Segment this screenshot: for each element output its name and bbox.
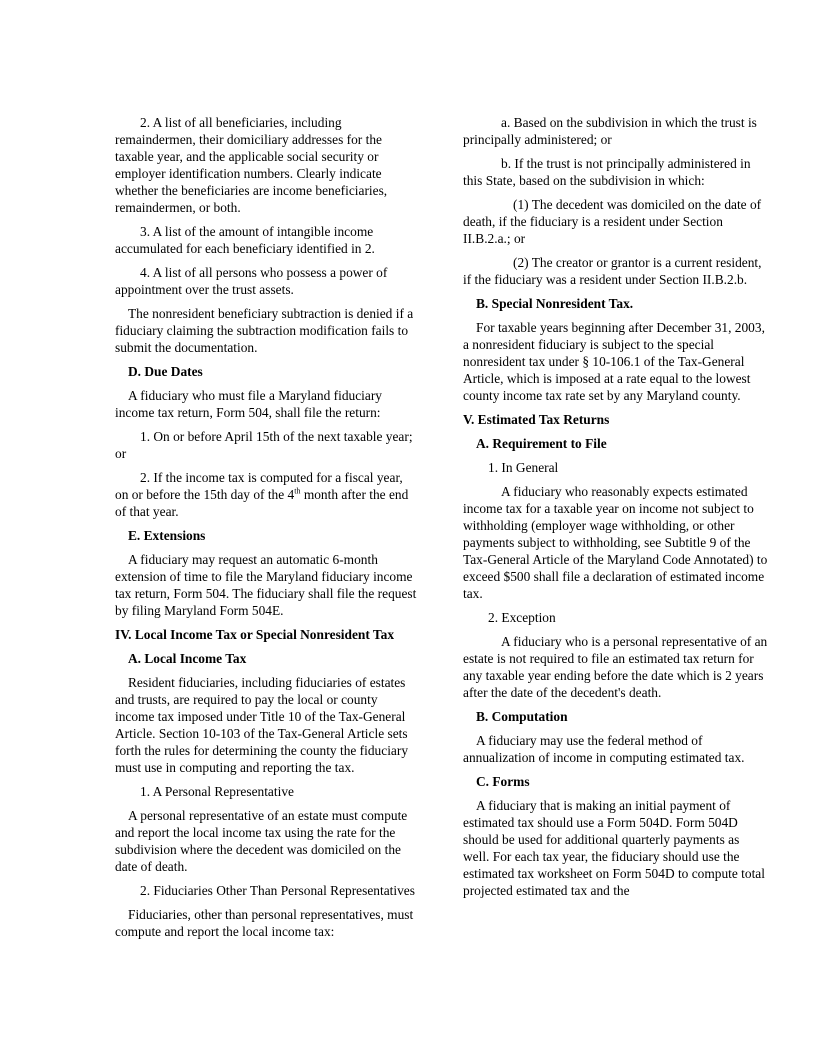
heading-special-nonresident-tax: B. Special Nonresident Tax. bbox=[476, 296, 634, 311]
list-item-not-administered: b. If the trust is not principally administered in this State, based on the subdivision in which: bbox=[463, 156, 751, 188]
heading-requirement-to-file: A. Requirement to File bbox=[476, 436, 607, 451]
list-item-due-fiscal bbox=[115, 469, 419, 520]
heading-other-fiduciaries: 2. Fiduciaries Other Than Personal Representatives bbox=[140, 883, 415, 898]
heading-in-general: 1. In General bbox=[488, 460, 559, 475]
paragraph-other-fiduciaries: Fiduciaries, other than personal representatives, must compute and report the local income tax: bbox=[115, 907, 414, 939]
list-item-power-of-appointment: 4. A list of all persons who possess a power of appointment over the trust assets. bbox=[115, 265, 388, 297]
heading-forms: C. Forms bbox=[476, 774, 530, 789]
right-column bbox=[463, 114, 769, 906]
paragraph-subtraction-denied: The nonresident beneficiary subtraction is denied if a fiduciary claiming the subtraction modification fails to submit the documentation. bbox=[115, 306, 414, 355]
left-column bbox=[115, 114, 419, 947]
due-fiscal-text: 2. If the income tax is computed for a fiscal year, on or before the 15th day of the 4 bbox=[115, 470, 403, 502]
paragraph-forms: A fiduciary that is making an initial payment of estimated tax should use a Form 504D. Form 504D should be used for additional quarterly payments as well. For each tax year, the fiduciary should use the estimated tax worksheet on Form 504D to compute total projected estimated tax and the bbox=[463, 798, 765, 898]
paragraph-special-nonresident-tax: For taxable years beginning after December 31, 2003, a nonresident fiduciary is subject to the special nonresident tax under § 10-106.1 of the Tax-General Article, which is imposed at a rate equal to the lowest county income tax rate set by any Maryland county. bbox=[463, 320, 765, 403]
list-item-intangible-income: 3. A list of the amount of intangible income accumulated for each beneficiary identified in 2. bbox=[115, 224, 375, 256]
heading-personal-representative: 1. A Personal Representative bbox=[140, 784, 294, 799]
heading-local-income-tax-section: IV. Local Income Tax or Special Nonresident Tax bbox=[115, 627, 395, 642]
list-item-due-april: 1. On or before April 15th of the next taxable year; or bbox=[115, 429, 413, 461]
heading-due-dates: D. Due Dates bbox=[128, 364, 203, 379]
paragraph-personal-representative: A personal representative of an estate must compute and report the local income tax using the rate for the subdivision where the decedent was domiciled on the date of death. bbox=[115, 808, 408, 874]
due-fiscal-text-end: month after the end of that year. bbox=[115, 487, 409, 519]
list-item-creator-resident: (2) The creator or grantor is a current resident, if the fiduciary was a resident under Section II.B.2.b. bbox=[463, 255, 762, 287]
paragraph-computation: A fiduciary may use the federal method of annualization of income in computing estimated tax. bbox=[463, 733, 745, 765]
heading-extensions: E. Extensions bbox=[128, 528, 206, 543]
superscript-th: th bbox=[294, 486, 301, 496]
paragraph-exception: A fiduciary who is a personal representative of an estate is not required to file an estimated tax return for any taxable year ending before the date which is 2 years after the date of the decedent's death. bbox=[463, 634, 768, 700]
list-item-principally-administered: a. Based on the subdivision in which the trust is principally administered; or bbox=[463, 115, 757, 147]
paragraph-resident-fiduciaries: Resident fiduciaries, including fiduciaries of estates and trusts, are required to pay the local or county income tax imposed under Title 10 of the Tax-General Article. Section 10-103 of the Tax-General Article sets forth the rules for determining the county the fiduciary must use in computing and reporting the tax. bbox=[115, 675, 409, 775]
heading-computation: B. Computation bbox=[476, 709, 568, 724]
paragraph-due-dates: A fiduciary who must file a Maryland fiduciary income tax return, Form 504, shall file the return: bbox=[115, 388, 382, 420]
list-item-beneficiaries: 2. A list of all beneficiaries, including remaindermen, their domiciliary addresses for the taxable year, and the applicable social security or employer identification numbers. Clearly indicate whether the beneficiaries are income beneficiaries, remaindermen, or both. bbox=[115, 115, 388, 215]
heading-estimated-tax-returns: V. Estimated Tax Returns bbox=[463, 412, 610, 427]
heading-exception: 2. Exception bbox=[488, 610, 556, 625]
list-item-decedent-domiciled: (1) The decedent was domiciled on the date of death, if the fiduciary is a resident under Section II.B.2.a.; or bbox=[463, 197, 762, 246]
paragraph-in-general: A fiduciary who reasonably expects estimated income tax for a taxable year on income not subject to withholding (employer wage withholding, or other payments subject to withholding, see Subtitle 9 of the Tax-General Article of the Maryland Code Annotated) to exceed $500 shall file a declaration of estimated income tax. bbox=[463, 484, 768, 601]
heading-local-income-tax: A. Local Income Tax bbox=[128, 651, 247, 666]
paragraph-extensions: A fiduciary may request an automatic 6-month extension of time to file the Maryland fiduciary income tax return, Form 504. The fiduciary shall file the request by filing Maryland Form 504E. bbox=[115, 552, 417, 618]
